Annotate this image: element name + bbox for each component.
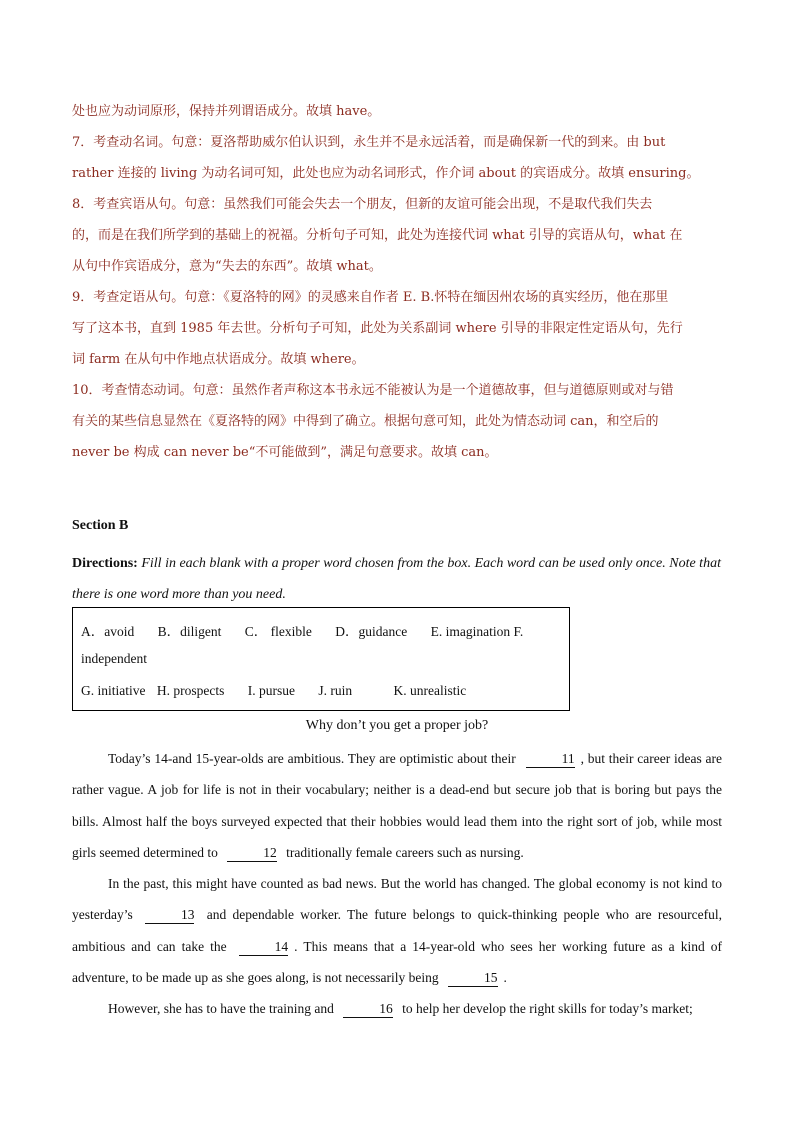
- word-option: independent: [81, 651, 147, 666]
- word-option: B．diligent: [157, 624, 222, 639]
- passage-text: traditionally female careers such as nursing.: [286, 844, 524, 860]
- answer-line: 的，而是在我们所学到的基础上的祝福。分析句子可知，此处为连接代词 what 引导的宾语从句，what 在: [72, 228, 683, 243]
- passage-paragraph: [72, 868, 722, 993]
- directions-text: Fill in each blank with a proper word chosen from the box. Each word can be used only once. Note that: [141, 556, 721, 571]
- word-box: [72, 607, 570, 711]
- directions-label: Directions:: [72, 556, 138, 571]
- directions-text: there is one word more than you need.: [72, 587, 286, 602]
- answer-line: 处也应为动词原形，保持并列谓语成分。故填 have。: [72, 104, 381, 119]
- word-option: K. unrealistic: [393, 683, 467, 698]
- passage-text: . This means that a 14-year-old who sees her working future as a kind of adventure, to be made up as she goes along, is not necessarily being: [72, 938, 723, 985]
- blank-13[interactable]: 13: [145, 907, 195, 924]
- blank-11[interactable]: 11: [526, 751, 575, 768]
- word-option: I. pursue: [247, 683, 295, 698]
- word-option: C． flexible: [244, 624, 312, 639]
- word-option: H. prospects: [156, 683, 225, 698]
- answer-line: 8．考查宾语从句。句意：虽然我们可能会失去一个朋友，但新的友谊可能会出现，不是取代我们失去: [72, 197, 653, 212]
- blank-14[interactable]: 14: [239, 939, 289, 956]
- passage-text: Today’s 14-and 15-year-olds are ambitious. They are optimistic about their: [108, 751, 516, 766]
- blank-16[interactable]: 16: [343, 1001, 393, 1018]
- passage-paragraph: [72, 743, 722, 868]
- passage-text: .: [503, 969, 507, 985]
- word-option: G. initiative: [81, 683, 146, 698]
- passage-title: Why don’t you get a proper job?: [305, 718, 489, 733]
- passage-text: and dependable worker. The future belongs to quick-thinking people who are resourceful, ambitious and can take the: [72, 907, 722, 954]
- answer-line: 词 farm 在从句中作地点状语成分。故填 where。: [72, 352, 365, 367]
- answer-line: 有关的某些信息显然在《夏洛特的网》中得到了确立。根据句意可知，此处为情态动词 can，和空后的: [72, 414, 659, 429]
- word-option: D．guidance: [335, 624, 408, 639]
- directions: [72, 548, 732, 610]
- passage-text: , but their career ideas are rather vague. A job for life is not in their vocabulary; neither is a dead-end but secure job that is boring but pays the bills. Almost half the boys surveyed expected that their hobbies would lead them into the right sort of job, while most girls seemed determined to: [72, 751, 722, 860]
- answer-line: 从句中作宾语成分，意为“失去的东西”。故填 what。: [72, 259, 382, 274]
- blank-15[interactable]: 15: [448, 970, 498, 987]
- section-title: Section B: [72, 518, 129, 533]
- blank-12[interactable]: 12: [227, 845, 277, 862]
- answer-line: never be 构成 can never be“不可能做到”，满足句意要求。故填 can。: [72, 445, 498, 460]
- word-box-row: [81, 651, 167, 667]
- word-option: J. ruin: [318, 683, 353, 698]
- word-box-row: [81, 620, 543, 640]
- answer-line: 10．考查情态动词。句意：虽然作者声称这本书永远不能被认为是一个道德故事，但与道德原则或对与错: [72, 383, 674, 398]
- word-option: E. imagination F.: [430, 624, 524, 639]
- passage-text: In the past, this might have counted as bad news. But the world has changed. The global economy is not kind to yesterday’s: [72, 876, 722, 923]
- answer-line: 写了这本书，直到 1985 年去世。分析句子可知，此处为关系副词 where 引导的非限定性定语从句，先行: [72, 321, 683, 336]
- word-box-row: [81, 683, 486, 699]
- passage-text: to help her develop the right skills for today’s market;: [402, 1001, 693, 1016]
- word-option: A．avoid: [81, 624, 135, 639]
- answer-explanations: [72, 96, 722, 468]
- answer-line: 9．考查定语从句。句意：《夏洛特的网》的灵感来自作者 E. B.怀特在缅因州农场的真实经历，他在那里: [72, 290, 669, 305]
- passage-paragraph: [72, 993, 722, 1024]
- passage-text: However, she has to have the training and: [108, 1001, 334, 1016]
- answer-line: rather 连接的 living 为动名词可知，此处也应为动名词形式，作介词 about 的宾语成分。故填 ensuring。: [72, 166, 700, 181]
- answer-line: 7．考查动名词。句意：夏洛帮助威尔伯认识到，永生并不是永远活着，而是确保新一代的到来。由 but: [72, 135, 666, 150]
